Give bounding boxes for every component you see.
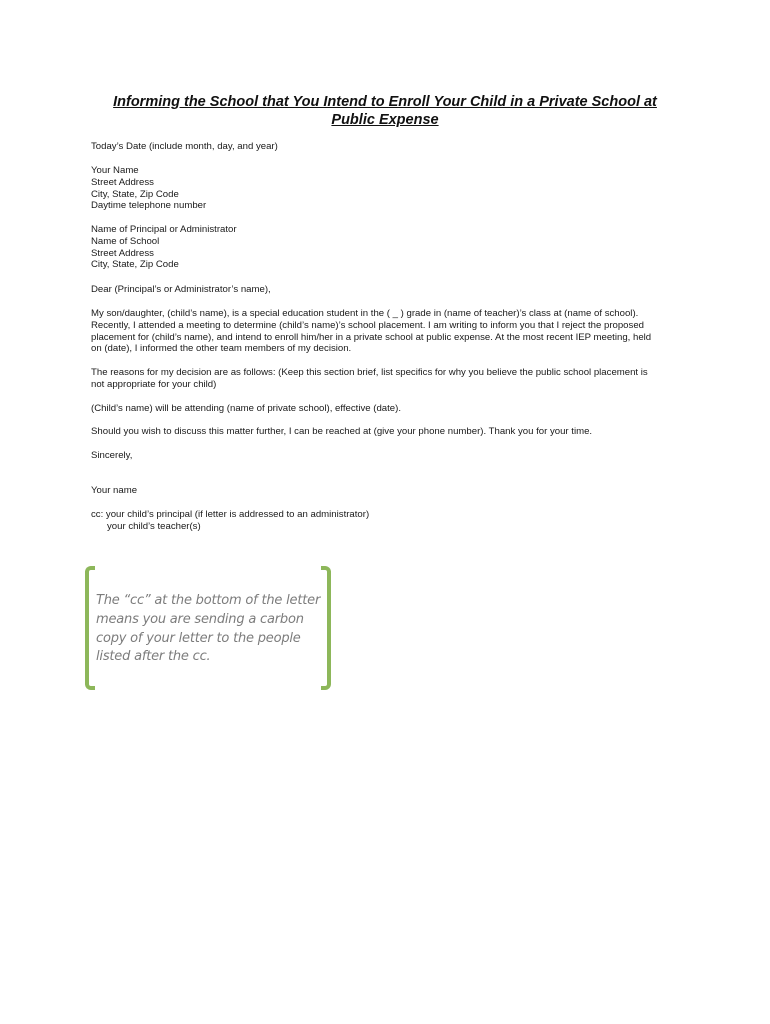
sender-street: Street Address (91, 176, 154, 188)
left-bracket (85, 566, 95, 690)
title-line: Public Expense (331, 112, 439, 128)
salutation: Dear (Principal’s or Administrator’s name), (91, 284, 271, 295)
callout-text: The “cc” at the bottom of the letter means you are sending a carbon copy of your letter to the people listed after the cc. (96, 593, 321, 665)
cc-line: your child’s teacher(s) (107, 520, 201, 532)
signature: Your name (91, 485, 138, 496)
sender-name: Your Name (91, 165, 139, 176)
recipient-city: City, State, Zip Code (91, 259, 179, 271)
recipient-name: Name of Principal or Administrator (91, 224, 237, 235)
closing: Sincerely, (91, 450, 133, 461)
recipient-street: Street Address (91, 247, 154, 259)
paragraph-contact: Should you wish to discuss this matter further, I can be reached at (give your phone number). Thank you for your time. (91, 426, 593, 437)
cc-line: cc: your child’s principal (if letter is addressed to an administrator) (91, 509, 370, 520)
sender-address-block (91, 165, 691, 212)
paragraph-placement: My son/daughter, (child’s name), is a special education student in the ( _ ) grade in (name of teacher)’s class at (name of school). Recently, I attended a meeting to determine (child’s name)’s school placement. I am writing to inform you that I reject the proposed placement for (child’s name), and intend to enroll him/her in a private school at public expense. At the most recent IEP meeting, held on (date), I informed the other team members of my decision. (91, 308, 652, 355)
letter-title (60, 93, 710, 129)
paragraph-attendance: (Child’s name) will be attending (name of private school), effective (date). (91, 403, 401, 414)
sender-phone: Daytime telephone number (91, 200, 207, 212)
date-line: Today’s Date (include month, day, and year) (91, 141, 278, 152)
title-line: Informing the School that You Intend to Enroll Your Child in a Private School at (113, 94, 657, 110)
cc-explanation-callout (85, 566, 331, 690)
paragraph-reasons: The reasons for my decision are as follows: (Keep this section brief, list specifics for why you believe the public school placement is not appropriate for your child) (91, 367, 648, 390)
cc-block (91, 509, 691, 533)
recipient-school: Name of School (91, 235, 160, 247)
recipient-address-block (91, 224, 691, 271)
sender-city: City, State, Zip Code (91, 188, 179, 200)
